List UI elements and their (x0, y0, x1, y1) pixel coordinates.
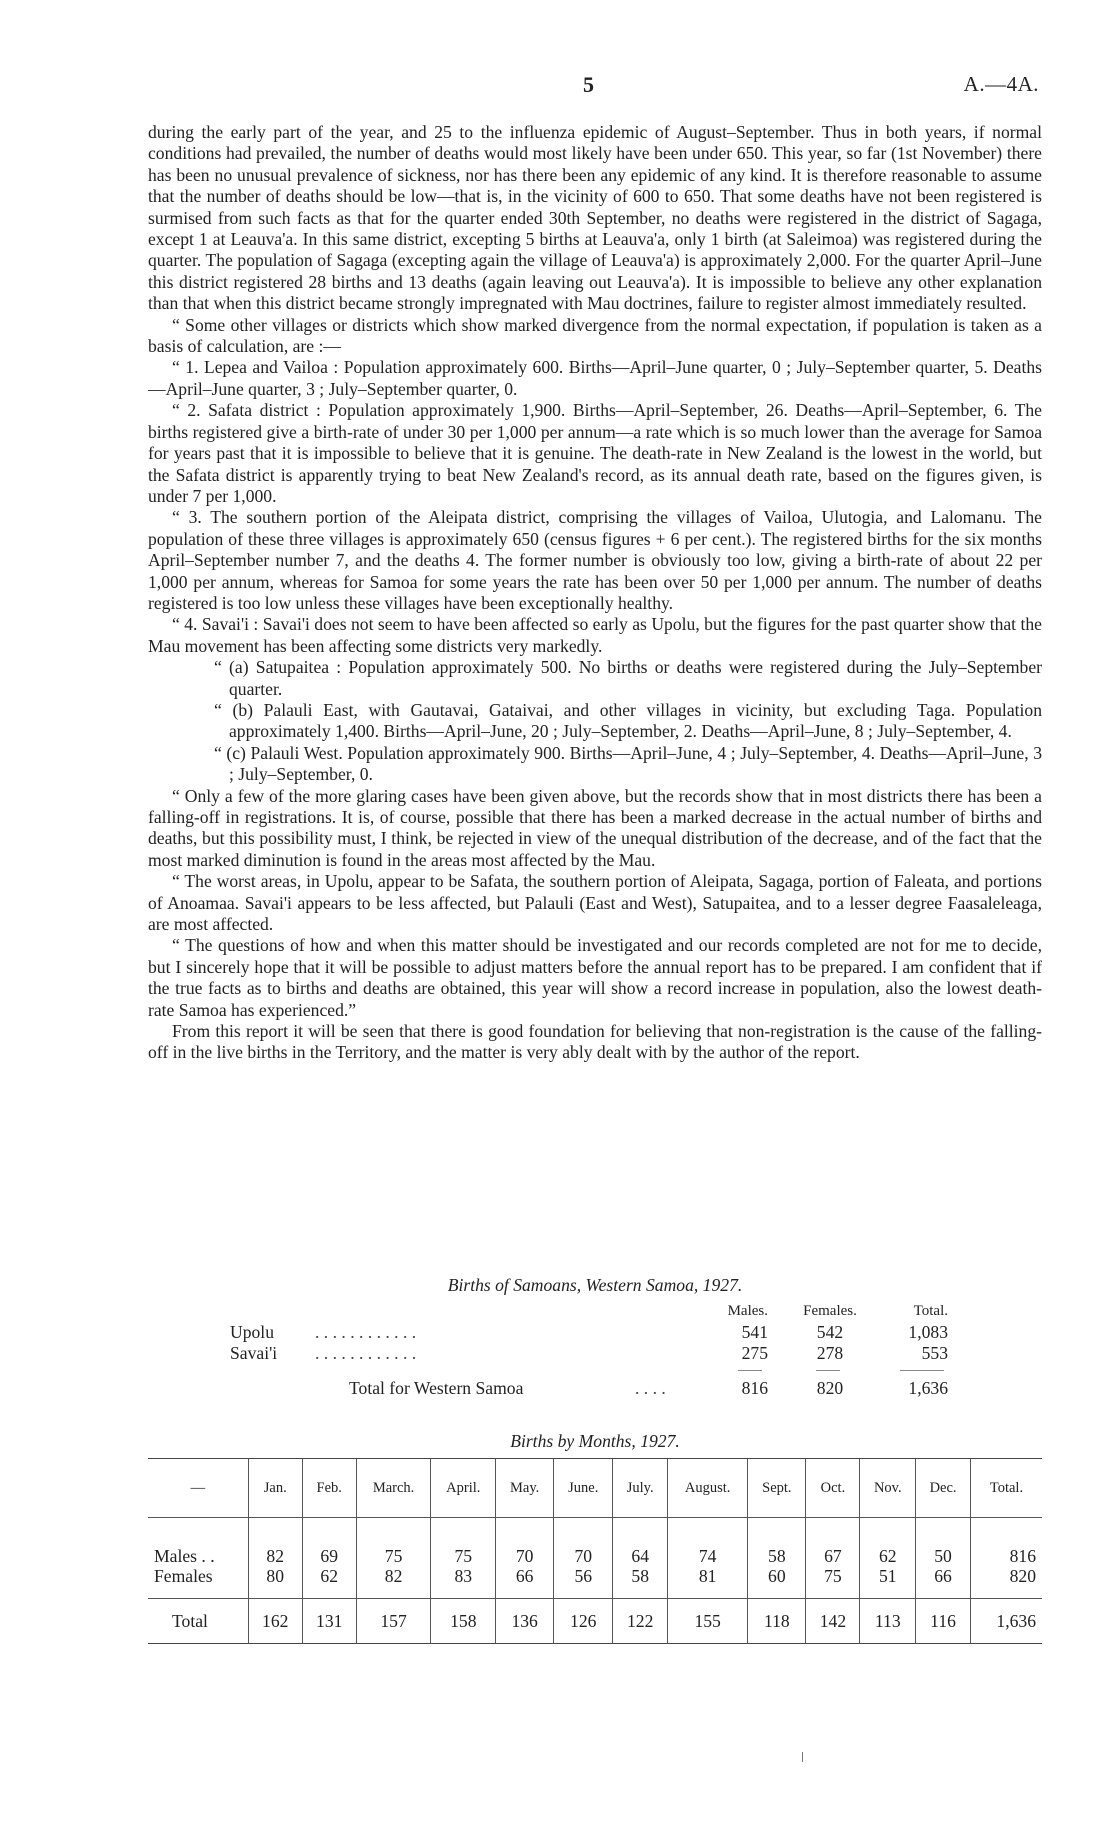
header-females: Females. (803, 1303, 857, 1319)
header-cell: August. (668, 1459, 748, 1518)
month-cell: 74 81 (668, 1518, 748, 1599)
month-cell: 70 56 (554, 1518, 613, 1599)
total-label: Total for Western Samoa (349, 1378, 524, 1398)
summary-row-savaii (230, 1343, 1000, 1364)
header-cell: Sept. (748, 1459, 806, 1518)
paragraph: “ The questions of how and when this matter should be investigated and our records completed are not for me to decide, but I sincerely hope that it will be possible to adjust matters before the annual report has to be prepared. I am confident that if the true facts as to births and deaths are obtained, this year will show a record increase in population, also the lowest death-rate Samoa has experienced.” (148, 935, 1042, 1020)
paragraph: From this report it will be seen that there is good foundation for believing that non-registration is the cause of the falling-off in the live births in the Territory, and the matter is very ably dealt with by the author of the report. (148, 1021, 1042, 1063)
month-cell: 58 60 (748, 1518, 806, 1599)
summary-row-upolu (230, 1322, 1000, 1343)
summary-rules (230, 1364, 1000, 1378)
females-value: 542 (816, 1322, 844, 1342)
month-cell: 70 66 (496, 1518, 554, 1599)
month-cell: 118 (748, 1599, 806, 1644)
page-number: 5 (583, 72, 594, 97)
table-row-total (148, 1599, 1042, 1644)
row-label-total: Total (148, 1599, 248, 1644)
month-cell: 116 (916, 1599, 971, 1644)
males-value: 541 (741, 1322, 768, 1342)
total-males: 816 (741, 1378, 768, 1398)
sum-rule (900, 1370, 944, 1371)
summary-table-caption: Births of Samoans, Western Samoa, 1927. (447, 1275, 743, 1295)
total-females: 820 (816, 1378, 844, 1398)
paragraph: “ The worst areas, in Upolu, appear to be Safata, the southern portion of Aleipata, Sagaga, portion of Faleata, and portions of Anoamaa. Savai'i appears to be less affected, but Palauli (East and West), Satupaitea, and to a lesser degree Faasaleleaga, are most affected. (148, 871, 1042, 935)
document-reference: A.—4A. (963, 72, 1039, 96)
total-value: 553 (921, 1343, 948, 1363)
header-cell: Jan. (248, 1459, 302, 1518)
leader-dots: . . . . . . . . . . . . (315, 1343, 417, 1363)
leader-dots: . . . . . . . . . . . . (315, 1322, 417, 1342)
month-cell: 50 66 (916, 1518, 971, 1599)
month-cell: 162 (248, 1599, 302, 1644)
month-cell: 75 82 (356, 1518, 431, 1599)
header-cell: March. (356, 1459, 431, 1518)
month-cell: 69 62 (302, 1518, 356, 1599)
summary-header-row (230, 1301, 1000, 1322)
paragraph: “ 3. The southern portion of the Aleipata district, comprising the villages of Vailoa, Ulutogia, and Lalomanu. The population of these three villages is approximately 650 (census figures + 6 per cent.). The registered births for the six months April–September number 7, and the deaths 4. The former number is obviously too low, giving a birth-rate of about 22 per 1,000 per annum, whereas for Samoa for some years the rate has been over 50 per 1,000 per annum. The number of deaths registered is too low unless these villages have been exceptionally healthy. (148, 507, 1042, 613)
month-cell: 113 (860, 1599, 916, 1644)
row-labels (148, 1518, 248, 1599)
month-cell: 155 (668, 1599, 748, 1644)
month-cell: 158 (431, 1599, 496, 1644)
body-text (148, 122, 1042, 1064)
margin-mark (802, 1752, 803, 1762)
row-label-males: Males . . (154, 1546, 215, 1566)
total-value: 1,083 (908, 1322, 948, 1342)
page-header (0, 72, 1114, 98)
month-cell: 82 80 (248, 1518, 302, 1599)
summary-table (230, 1301, 1000, 1399)
table-row (148, 1518, 1042, 1599)
sum-rule (816, 1370, 840, 1371)
row-label: Upolu (230, 1322, 274, 1342)
header-males: Males. (727, 1303, 768, 1319)
row-label: Savai'i (230, 1343, 278, 1363)
month-cell: 126 (554, 1599, 613, 1644)
sub-item: “ (c) Palauli West. Population approximately 900. Births—April–June, 4 ; July–September, 4. Deaths—April–June, 3 ; July–September, 0. (214, 742, 1042, 785)
months-table-caption: Births by Months, 1927. (510, 1431, 680, 1451)
month-cell: 64 58 (613, 1518, 668, 1599)
header-cell: Oct. (806, 1459, 860, 1518)
month-cell: 136 (496, 1599, 554, 1644)
header-cell: — (148, 1459, 248, 1518)
leader-dots: . . . . (635, 1378, 666, 1398)
paragraph: “ 1. Lepea and Vailoa : Population approximately 600. Births—April–June quarter, 0 ; July–September quarter, 5. Deaths—April–June quarter, 3 ; July–September quarter, 0. (148, 357, 1042, 399)
males-value: 275 (741, 1343, 768, 1363)
month-cell: 122 (613, 1599, 668, 1644)
header-cell: May. (496, 1459, 554, 1518)
header-cell: Nov. (860, 1459, 916, 1518)
total-cell: 1,636 (970, 1599, 1042, 1644)
paragraph: “ 2. Safata district : Population approximately 1,900. Births—April–September, 26. Deaths—April–September, 6. The births registered give a birth-rate of under 30 per 1,000 per annum—a rate which is so much lower than the average for Samoa for years past that it is impossible to believe that it is genuine. The death-rate in New Zealand is the lowest in the world, but the Safata district is apparently trying to beat New Zealand's record, as its annual death rate, based on the figures given, is under 7 per 1,000. (148, 400, 1042, 506)
month-cell: 131 (302, 1599, 356, 1644)
header-cell: June. (554, 1459, 613, 1518)
sub-item: “ (b) Palauli East, with Gautavai, Gataivai, and other villages in vicinity, but excluding Taga. Population approximately 1,400. Births—April–June, 20 ; July–September, 2. Deaths—April–June, 8 ; July–September, 4. (214, 699, 1042, 742)
months-header-row (148, 1459, 1042, 1518)
females-value: 278 (816, 1343, 844, 1363)
total-total: 1,636 (908, 1378, 948, 1398)
month-cell: 142 (806, 1599, 860, 1644)
sub-item: “ (a) Satupaitea : Population approximately 500. No births or deaths were registered during the July–September quarter. (214, 657, 1042, 699)
header-cell: April. (431, 1459, 496, 1518)
month-cell: 157 (356, 1599, 431, 1644)
header-cell: July. (613, 1459, 668, 1518)
header-cell: Total. (970, 1459, 1042, 1518)
paragraph: during the early part of the year, and 25 to the influenza epidemic of August–September. Thus in both years, if normal conditions had prevailed, the number of deaths would most likely have been under 650. This year, so far (1st November) there has been no unusual prevalence of sickness, nor has there been any epidemic of any kind. It is therefore reasonable to assume that the number of deaths should be low—that is, in the vicinity of 600 to 650. That some deaths have not been registered is surmised from such facts as that for the quarter ended 30th September, no deaths were registered in the district of Sagaga, except 1 at Leauva'a. In this same district, excepting 5 births at Leauva'a, only 1 birth (at Saleimoa) was registered during the quarter. The population of Sagaga (excepting again the village of Leauva'a) is approximately 2,000. For the quarter April–June this district registered 28 births and 13 deaths (again leaving out Leauva'a). It is impossible to believe any other explanation than that when this district became strongly impregnated with Mau doctrines, failure to register almost immediately resulted. (148, 122, 1042, 314)
month-cell: 62 51 (860, 1518, 916, 1599)
header-total: Total. (913, 1303, 948, 1319)
month-cell: 67 75 (806, 1518, 860, 1599)
row-label-females: Females (154, 1566, 213, 1586)
header-cell: Dec. (916, 1459, 971, 1518)
paragraph: “ Some other villages or districts which show marked divergence from the normal expectation, if population is taken as a basis of calculation, are :— (148, 314, 1042, 357)
paragraph: “ Only a few of the more glaring cases have been given above, but the records show that in most districts there has been a falling-off in registrations. It is, of course, possible that there has been a marked decrease in the actual number of births and deaths, but this possibility must, I think, be rejected in view of the unequal distribution of the decrease, and of the fact that the most marked diminution is found in the areas most affected by the Mau. (148, 785, 1042, 870)
total-cell: 816 820 (970, 1518, 1042, 1599)
sum-rule (738, 1370, 762, 1371)
paragraph: “ 4. Savai'i : Savai'i does not seem to have been affected so early as Upolu, but the figures for the past quarter show that the Mau movement has been affecting some districts very markedly. (148, 614, 1042, 656)
summary-total-row (230, 1378, 1000, 1399)
month-cell: 75 83 (431, 1518, 496, 1599)
header-cell: Feb. (302, 1459, 356, 1518)
births-by-months-table (148, 1458, 1042, 1644)
